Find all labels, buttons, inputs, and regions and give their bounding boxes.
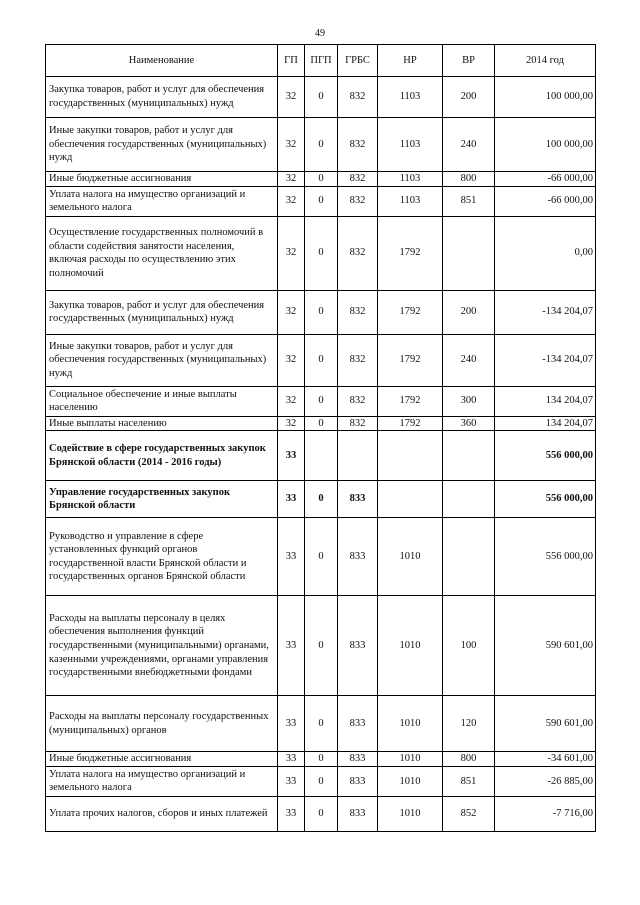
table-row [46, 696, 596, 752]
row-grbs: 833 [338, 596, 378, 696]
table-row [46, 596, 596, 696]
row-vr: 851 [443, 766, 495, 796]
table-row [46, 752, 596, 767]
row-amount: 590 601,00 [495, 696, 596, 752]
table-row [46, 216, 596, 290]
table-row [46, 290, 596, 334]
header-year: 2014 год [495, 45, 596, 77]
row-pgp: 0 [305, 416, 338, 431]
row-nr: 1010 [378, 696, 443, 752]
row-pgp: 0 [305, 481, 338, 518]
row-amount: 134 204,07 [495, 416, 596, 431]
table-row [46, 172, 596, 187]
row-amount: -66 000,00 [495, 186, 596, 216]
row-gp: 33 [278, 596, 305, 696]
row-grbs: 832 [338, 77, 378, 118]
row-vr [443, 431, 495, 481]
row-name: Уплата налога на имущество организаций и земельного налога [46, 766, 278, 796]
row-gp: 32 [278, 172, 305, 187]
row-nr [378, 481, 443, 518]
row-amount: 100 000,00 [495, 118, 596, 172]
budget-table [45, 44, 596, 832]
row-grbs: 832 [338, 172, 378, 187]
row-amount: 100 000,00 [495, 77, 596, 118]
row-name: Иные закупки товаров, работ и услуг для обеспечения государственных (муниципальных) нужд [46, 118, 278, 172]
row-name: Иные закупки товаров, работ и услуг для обеспечения государственных (муниципальных) нужд [46, 334, 278, 386]
row-gp: 32 [278, 416, 305, 431]
header-nr: НР [378, 45, 443, 77]
row-name: Содействие в сфере государственных закупок Брянской области (2014 - 2016 годы) [46, 431, 278, 481]
row-name: Осуществление государственных полномочий в области содействия занятости населения, включая расходы по осуществлению этих полномочий [46, 216, 278, 290]
row-grbs: 832 [338, 290, 378, 334]
row-name: Иные бюджетные ассигнования [46, 752, 278, 767]
row-amount: 134 204,07 [495, 386, 596, 416]
row-gp: 32 [278, 186, 305, 216]
row-vr [443, 216, 495, 290]
row-grbs: 832 [338, 416, 378, 431]
row-name: Уплата прочих налогов, сборов и иных платежей [46, 796, 278, 831]
row-pgp: 0 [305, 752, 338, 767]
row-vr: 120 [443, 696, 495, 752]
row-gp: 32 [278, 290, 305, 334]
row-amount: -134 204,07 [495, 290, 596, 334]
row-vr: 240 [443, 118, 495, 172]
header-row [46, 45, 596, 77]
row-amount: -134 204,07 [495, 334, 596, 386]
row-pgp: 0 [305, 518, 338, 596]
table-row [46, 186, 596, 216]
row-gp: 32 [278, 216, 305, 290]
row-nr: 1010 [378, 596, 443, 696]
row-nr: 1103 [378, 172, 443, 187]
row-vr: 800 [443, 172, 495, 187]
row-name: Иные выплаты населению [46, 416, 278, 431]
row-pgp: 0 [305, 216, 338, 290]
table-row [46, 796, 596, 831]
row-vr: 200 [443, 77, 495, 118]
table-row [46, 386, 596, 416]
row-name: Уплата налога на имущество организаций и земельного налога [46, 186, 278, 216]
row-pgp: 0 [305, 172, 338, 187]
row-pgp: 0 [305, 696, 338, 752]
row-nr: 1792 [378, 416, 443, 431]
row-gp: 33 [278, 431, 305, 481]
row-gp: 33 [278, 481, 305, 518]
row-nr: 1010 [378, 766, 443, 796]
row-pgp [305, 431, 338, 481]
row-gp: 33 [278, 796, 305, 831]
row-vr: 300 [443, 386, 495, 416]
row-amount: 556 000,00 [495, 481, 596, 518]
row-grbs: 833 [338, 518, 378, 596]
row-gp: 33 [278, 518, 305, 596]
row-grbs: 832 [338, 118, 378, 172]
row-nr: 1792 [378, 386, 443, 416]
row-pgp: 0 [305, 290, 338, 334]
row-vr: 200 [443, 290, 495, 334]
row-gp: 32 [278, 118, 305, 172]
row-grbs: 833 [338, 481, 378, 518]
header-grbs: ГРБС [338, 45, 378, 77]
row-grbs: 832 [338, 386, 378, 416]
row-name: Руководство и управление в сфере установленных функций органов государственной власти Брянской области и государственных органов Брянской области [46, 518, 278, 596]
row-pgp: 0 [305, 118, 338, 172]
row-amount: 556 000,00 [495, 431, 596, 481]
table-row [46, 77, 596, 118]
header-gp: ГП [278, 45, 305, 77]
row-name: Иные бюджетные ассигнования [46, 172, 278, 187]
row-gp: 32 [278, 386, 305, 416]
row-name: Расходы на выплаты персоналу в целях обеспечения выполнения функций государственными (муниципальными) органами, казенными учреждениями, органами управления государственными внебюджетными фондами [46, 596, 278, 696]
row-pgp: 0 [305, 796, 338, 831]
table-row [46, 766, 596, 796]
row-amount: -7 716,00 [495, 796, 596, 831]
row-nr: 1010 [378, 518, 443, 596]
row-gp: 33 [278, 752, 305, 767]
row-grbs: 832 [338, 186, 378, 216]
row-name: Расходы на выплаты персоналу государственных (муниципальных) органов [46, 696, 278, 752]
row-name: Закупка товаров, работ и услуг для обеспечения государственных (муниципальных) нужд [46, 290, 278, 334]
row-pgp: 0 [305, 334, 338, 386]
table-row [46, 334, 596, 386]
row-grbs: 832 [338, 216, 378, 290]
row-pgp: 0 [305, 386, 338, 416]
row-name: Социальное обеспечение и иные выплаты населению [46, 386, 278, 416]
header-pgp: ПГП [305, 45, 338, 77]
row-nr [378, 431, 443, 481]
row-amount: -66 000,00 [495, 172, 596, 187]
row-vr: 360 [443, 416, 495, 431]
row-nr: 1792 [378, 334, 443, 386]
row-nr: 1103 [378, 77, 443, 118]
row-amount: -26 885,00 [495, 766, 596, 796]
page-number: 49 [315, 28, 325, 39]
row-nr: 1792 [378, 216, 443, 290]
row-nr: 1103 [378, 186, 443, 216]
row-nr: 1010 [378, 796, 443, 831]
row-grbs [338, 431, 378, 481]
row-amount: 590 601,00 [495, 596, 596, 696]
row-pgp: 0 [305, 766, 338, 796]
header-vr: ВР [443, 45, 495, 77]
row-nr: 1103 [378, 118, 443, 172]
table-row [46, 118, 596, 172]
row-amount: -34 601,00 [495, 752, 596, 767]
row-vr: 852 [443, 796, 495, 831]
row-gp: 33 [278, 766, 305, 796]
row-grbs: 833 [338, 766, 378, 796]
table-row [46, 416, 596, 431]
row-amount: 0,00 [495, 216, 596, 290]
row-grbs: 833 [338, 752, 378, 767]
row-grbs: 832 [338, 334, 378, 386]
row-vr: 800 [443, 752, 495, 767]
row-vr [443, 481, 495, 518]
row-grbs: 833 [338, 696, 378, 752]
row-vr: 851 [443, 186, 495, 216]
row-nr: 1792 [378, 290, 443, 334]
row-pgp: 0 [305, 596, 338, 696]
row-name: Управление государственных закупок Брянской области [46, 481, 278, 518]
header-name: Наименование [46, 45, 278, 77]
row-pgp: 0 [305, 186, 338, 216]
row-vr [443, 518, 495, 596]
row-nr: 1010 [378, 752, 443, 767]
row-gp: 33 [278, 696, 305, 752]
table-row [46, 518, 596, 596]
row-gp: 32 [278, 77, 305, 118]
row-grbs: 833 [338, 796, 378, 831]
table-row [46, 431, 596, 481]
row-gp: 32 [278, 334, 305, 386]
row-pgp: 0 [305, 77, 338, 118]
row-vr: 100 [443, 596, 495, 696]
row-vr: 240 [443, 334, 495, 386]
table-row [46, 481, 596, 518]
row-amount: 556 000,00 [495, 518, 596, 596]
row-name: Закупка товаров, работ и услуг для обеспечения государственных (муниципальных) нужд [46, 77, 278, 118]
